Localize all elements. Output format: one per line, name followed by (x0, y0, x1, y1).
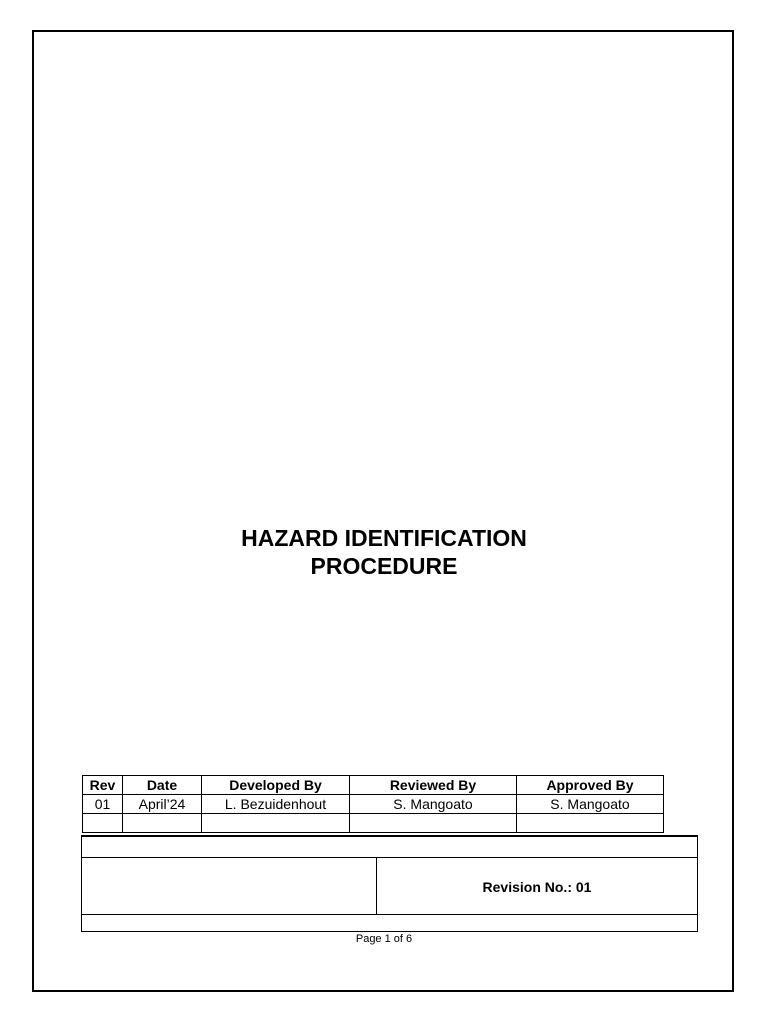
header-reviewed-by: Reviewed By (350, 776, 517, 795)
footer-box (81, 835, 698, 932)
cell-date: April’24 (123, 795, 202, 814)
footer-divider (116, 931, 652, 932)
cell-approved-by (517, 814, 664, 833)
header-rev: Rev (83, 776, 123, 795)
footer-left-cell (82, 858, 377, 915)
revision-table (82, 775, 664, 833)
cell-developed-by (202, 814, 350, 833)
page-number: Page 1 of 6 (355, 933, 413, 945)
header-developed-by: Developed By (202, 776, 350, 795)
table-row (83, 814, 664, 833)
footer-top-row (82, 837, 697, 858)
header-date: Date (123, 776, 202, 795)
cell-rev: 01 (83, 795, 123, 814)
footer-bottom-row (82, 914, 697, 916)
cell-rev (83, 814, 123, 833)
cell-approved-by: S. Mangoato (517, 795, 664, 814)
cell-date (123, 814, 202, 833)
table-row (83, 795, 664, 814)
document-title (0, 524, 768, 580)
cell-reviewed-by: S. Mangoato (350, 795, 517, 814)
cell-developed-by: L. Bezuidenhout (202, 795, 350, 814)
title-line-1: HAZARD IDENTIFICATION (241, 525, 527, 551)
revision-number: Revision No.: 01 (482, 878, 592, 895)
header-approved-by: Approved By (517, 776, 664, 795)
revision-table-header (83, 776, 664, 795)
title-line-2: PROCEDURE (310, 553, 458, 579)
cell-reviewed-by (350, 814, 517, 833)
